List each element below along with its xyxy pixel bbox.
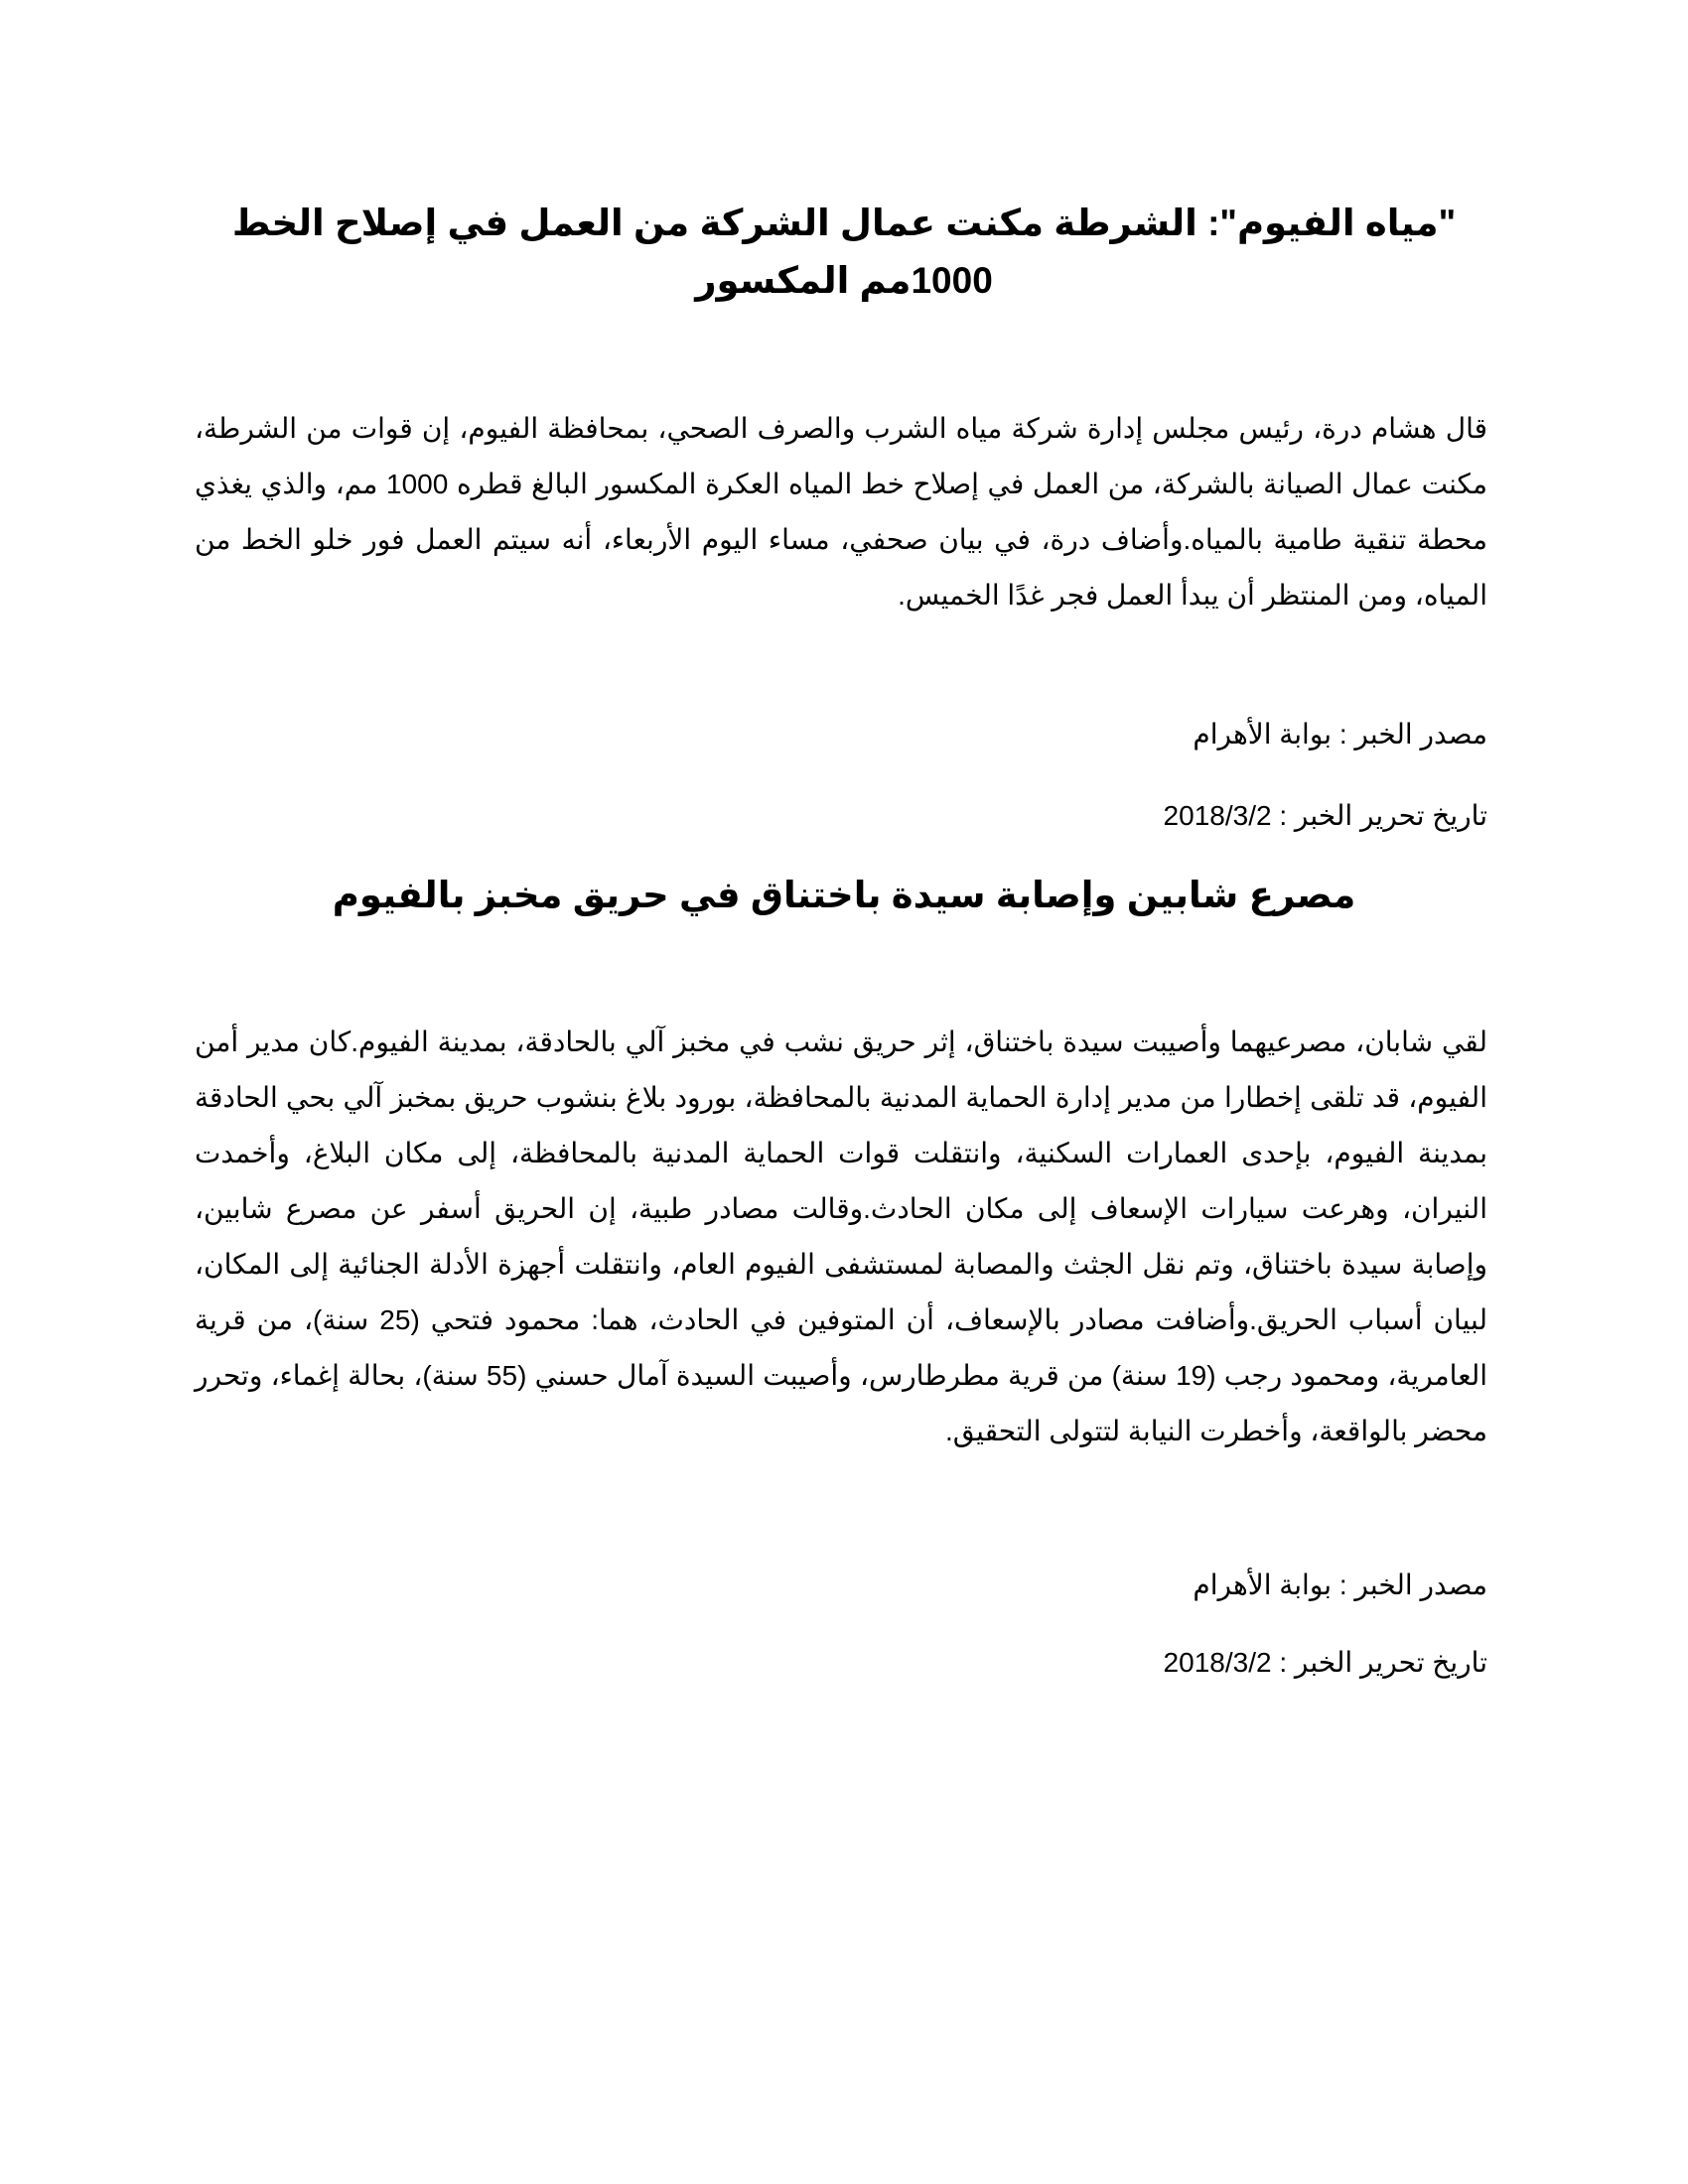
article-1-title: "مياه الفيوم": الشرطة مكنت عمال الشركة من العمل في إصلاح الخط 1000مم المكسور	[231, 203, 1457, 301]
article-2-body: لقي شابان، مصرعيهما وأصيبت سيدة باختناق، إثر حريق نشب في مخبز آلي بالحادقة، بمدينة الفيوم.كان مدير أمن الفيوم، قد تلقى إخطارا من مدير إدارة الحماية المدنية بالمحافظة، بورود بلاغ بنشوب حريق بمخبز آلي بحي الحادقة بمدينة الفيوم، بإحدى العمارات السكنية، وانتقلت قوات الحماية المدنية بالمحافظة، إلى مكان البلاغ، وأخمدت النيران، وهرعت سيارات الإسعاف إلى مكان الحادث.وقالت مصادر طبية، إن الحريق أسفر عن مصرع شابين، وإصابة سيدة باختناق، وتم نقل الجثث والمصابة لمستشفى الفيوم العام، وانتقلت أجهزة الأدلة الجنائية إلى المكان، لبيان أسباب الحريق.وأضافت مصادر بالإسعاف، أن المتوفين في الحادث، هما: محمود فتحي (25 سنة)، من قرية العامرية، ومحمود رجب (19 سنة) من قرية مطرطارس، وأصيبت السيدة آمال حسني (55 سنة)، بحالة إغماء، وتحرر محضر بالواقعة، وأخطرت النيابة لتتولى التحقيق.	[195, 1026, 1488, 1446]
article-1-body: قال هشام درة، رئيس مجلس إدارة شركة مياه الشرب والصرف الصحي، بمحافظة الفيوم، إن قوات من الشرطة، مكنت عمال الصيانة بالشركة، من العمل في إصلاح خط المياه العكرة المكسور البالغ قطره 1000 مم، والذي يغذي محطة تنقية طامية بالمياه.وأضاف درة، في بيان صحفي، مساء اليوم الأربعاء، أنه سيتم العمل فور خلو الخط من المياه، ومن المنتظر أن يبدأ العمل فجر غدًا الخميس.	[195, 413, 1487, 611]
article-2-source: مصدر الخبر : بوابة الأهرام	[1193, 1570, 1487, 1600]
article-1-source: مصدر الخبر : بوابة الأهرام	[1193, 719, 1487, 750]
article-2-date: تاريخ تحرير الخبر : 2018/3/2	[1163, 1647, 1487, 1678]
article-1-date: تاريخ تحرير الخبر : 2018/3/2	[1163, 800, 1487, 831]
article-2-title: مصرع شابين وإصابة سيدة باختناق في حريق مخبز بالفيوم	[332, 875, 1356, 915]
